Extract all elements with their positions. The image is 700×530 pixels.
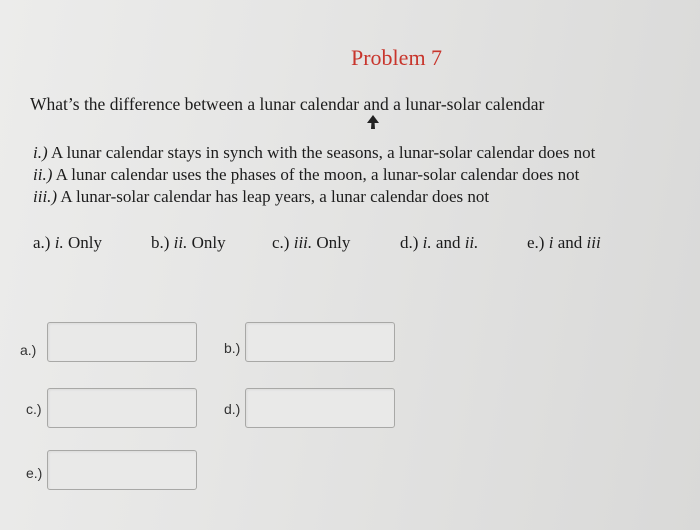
option-a	[33, 233, 102, 253]
option-e-numeral-2: iii	[586, 233, 601, 252]
answer-e-input[interactable]	[47, 450, 197, 490]
option-a-numeral: i.	[54, 233, 64, 252]
statement-2	[33, 165, 579, 185]
option-e-numeral-1: i	[548, 233, 554, 252]
option-d-prefix: d.)	[400, 233, 423, 252]
statement-2-text: A lunar calendar uses the phases of the moon, a lunar-solar calendar does not	[52, 165, 580, 184]
option-b	[151, 233, 226, 253]
question-text: What’s the difference between a lunar calendar and a lunar-solar calendar	[30, 94, 545, 114]
option-c-numeral: iii.	[293, 233, 313, 252]
option-a-suffix: Only	[63, 233, 102, 252]
answer-e-label: e.)	[26, 465, 43, 481]
statement-2-numeral: ii.)	[33, 165, 53, 184]
answer-a-input[interactable]	[47, 322, 197, 362]
option-d	[400, 233, 478, 253]
problem-title: Problem 7	[351, 45, 443, 70]
option-d-numeral-2: ii.	[464, 233, 479, 252]
answer-b-label: b.)	[224, 340, 241, 356]
option-b-prefix: b.)	[151, 233, 174, 252]
answer-d-label: d.)	[224, 401, 241, 417]
option-a-prefix: a.)	[33, 233, 55, 252]
option-c-prefix: c.)	[272, 233, 294, 252]
option-b-suffix: Only	[187, 233, 226, 252]
statement-1	[33, 143, 595, 163]
statement-1-text: A lunar calendar stays in synch with the seasons, a lunar-solar calendar does not	[47, 143, 596, 162]
option-e	[527, 233, 601, 253]
option-d-numeral-1: i.	[422, 233, 432, 252]
option-e-and: and	[553, 233, 587, 252]
answer-c-label: c.)	[26, 401, 42, 417]
answer-a-label: a.)	[20, 342, 37, 358]
answer-c-input[interactable]	[47, 388, 197, 428]
option-e-prefix: e.)	[527, 233, 549, 252]
option-c-suffix: Only	[312, 233, 351, 252]
option-c	[272, 233, 350, 253]
option-b-numeral: ii.	[173, 233, 188, 252]
answer-d-input[interactable]	[245, 388, 395, 428]
statement-1-numeral: i.)	[33, 143, 48, 162]
option-d-and: and	[431, 233, 465, 252]
statement-3	[33, 187, 489, 207]
statement-3-numeral: iii.)	[33, 187, 58, 206]
mouse-pointer-icon	[366, 114, 380, 130]
statement-3-text: A lunar-solar calendar has leap years, a lunar calendar does not	[57, 187, 490, 206]
answer-b-input[interactable]	[245, 322, 395, 362]
